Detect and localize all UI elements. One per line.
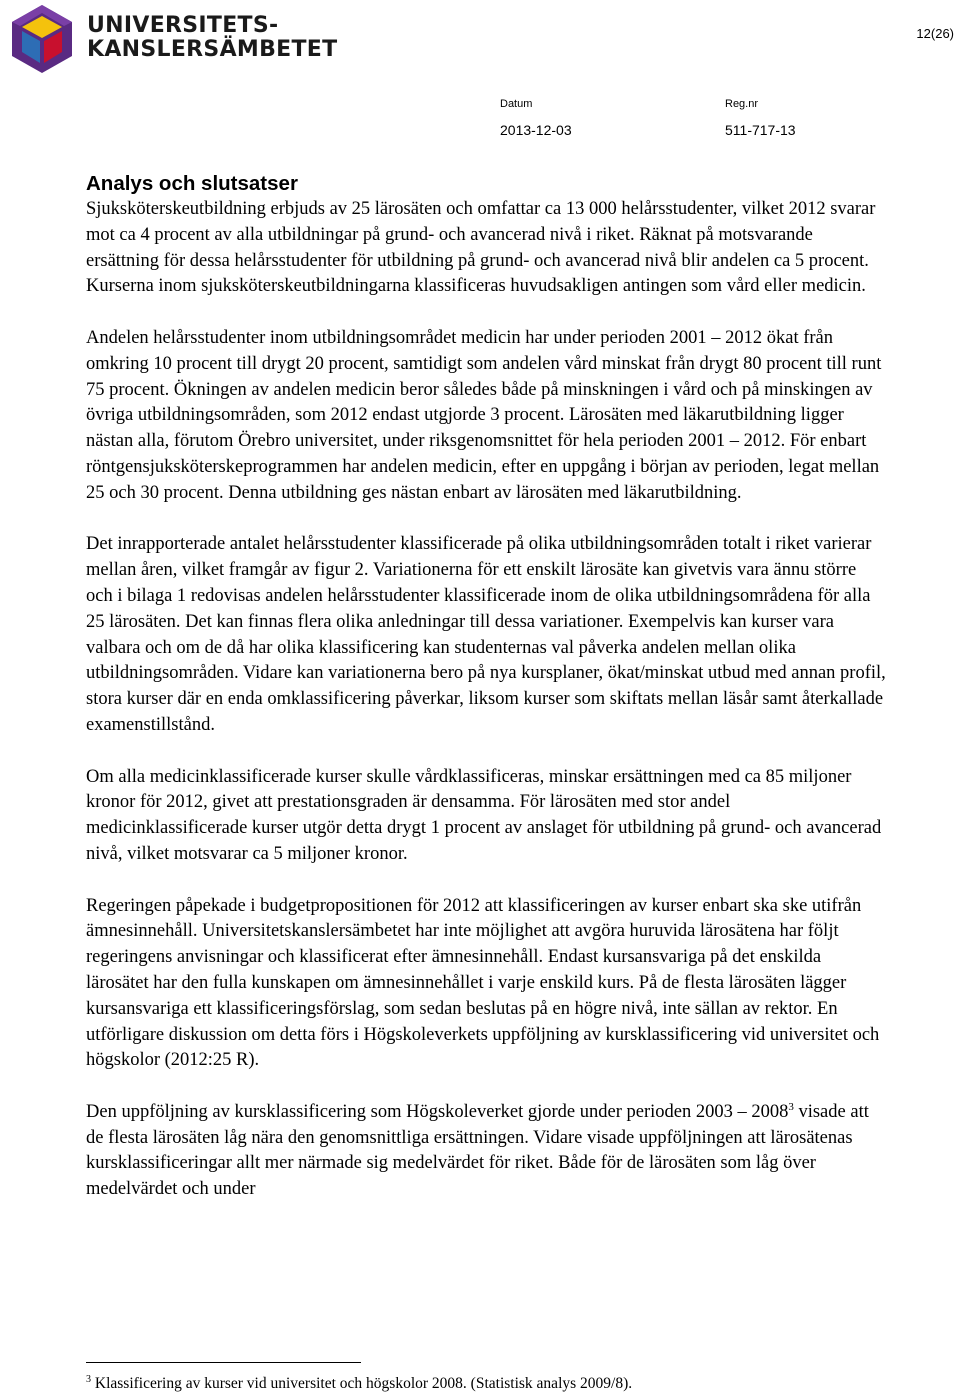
regnr-block	[725, 97, 796, 139]
footnote-divider	[86, 1362, 361, 1363]
logo-cube-icon	[8, 2, 76, 76]
footnote-ref: 3	[788, 1100, 794, 1113]
logo-wordmark	[87, 14, 337, 62]
date-value: 2013-12-03	[500, 122, 572, 138]
paragraph-4: Om alla medicinklassificerade kurser skulle vårdklassificeras, minskar ersättningen med ca 85 miljoner kronor för 2012, givet att prestationsgraden är densamma. För lärosäten med stor andel medicinklassificerade kurser utgör detta drygt 1 procent av anslaget för utbildning på grund- och avancerad nivå, vilket motsvarar ca 5 miljoner kronor.	[86, 766, 882, 864]
logo-line-2: KANSLERSÄMBETET	[87, 37, 338, 62]
footnote	[86, 1374, 632, 1394]
date-block	[500, 97, 572, 139]
regnr-label: Reg.nr	[725, 98, 759, 110]
page-number: 12(26)	[916, 26, 954, 41]
logo-line-1: UNIVERSITETS-	[87, 13, 279, 38]
paragraph-2: Andelen helårsstudenter inom utbildningsområdet medicin har under perioden 2001 – 2012 ökat från omkring 10 procent till drygt 20 procent, samtidigt som andelen vård minskat från drygt 80 procent till runt 75 procent. Ökningen av andelen medicin beror således både på minskningen i vård och på minskingen av övriga utbildningsområden, som 2012 endast utgjorde 3 procent. Lärosäten med läkarutbildning ligger nästan alla, förutom Örebro universitet, under riksgenomsnittet för hela perioden 2001 – 2012. För enbart röntgensjuksköterskeprogrammen har andelen medicin, efter en uppgång i början av perioden, legat mellan 25 och 30 procent. Denna utbildning ges nästan enbart av lärosäten med läkarutbildning.	[86, 327, 882, 503]
document-body	[86, 171, 886, 1229]
paragraph-6	[86, 1100, 886, 1203]
regnr-value: 511-717-13	[725, 122, 796, 138]
paragraph-1: Sjuksköterskeutbildning erbjuds av 25 lärosäten och omfattar ca 13 000 helårsstudenter, vilket 2012 svarar mot ca 4 procent av alla utbildningar på grund- och avancerad nivå i riket. Räknat på motsvarande ersättning för dessa helårsstudenter för utbildning på grund- och avancerad nivå blir andelen ca 5 procent. Kurserna inom sjuksköterskeutbildningarna klassificeras huvudsakligen antingen som vård eller medicin.	[86, 199, 876, 297]
paragraph-5: Regeringen påpekade i budgetpropositionen för 2012 att klassificeringen av kurser enbart ska ske utifrån ämnesinnehåll. Universitetskanslersämbetet har inte möjlighet att avgöra huruvida lärosätena har följt regeringens anvisningar och klassificerat efter ämnesinnehåll. Endast kursansvariga på det enskilda lärosätet har den fulla kunskapen om ämnesinnehållet i varje enskild kurs. På de flesta lärosäten lägger kursansvariga ett klassificeringsförslag, som sedan beslutas på en högre nivå, inte sällan av rektor. En utförligare diskussion om detta förs i Högskoleverkets uppföljning av kursklassificering vid universitet och högskolor (2012:25 R).	[86, 895, 880, 1071]
date-label: Datum	[500, 98, 533, 110]
paragraph-6-rest: visade att de flesta lärosäten låg nära den genomsnittliga ersättningen. Vidare visade uppföljningen att lärosätenas kursklassificeringar allt mer närmade sig medelvärdet för riket. Både för de lärosäten som låg över medelvärdet och under	[86, 1101, 869, 1200]
paragraph-3: Det inrapporterade antalet helårsstudenter klassificerade på olika utbildningsområden totalt i riket varierar mellan åren, vilket framgår av figur 2. Variationerna för ett enskilt lärosäte kan givetvis vara ännu större och i bilaga 1 redovisas andelen helårsstudenter klassificerade inom de olika utbildningsområdena för alla 25 lärosäten. Det kan finnas flera olika anledningar till dessa variationer. Exempelvis kan kurser vara valbara och om de då har olika klassificering kan studenternas val påverka andelen mellan olika utbildningsområden. Vidare kan variationerna bero på nya kursplaner, ökat/minskat utbud med annan profil, stora kurser där en enda omklassificering påverkar, liksom kurser som skiftats mellan läsår samt återkallade examenstillstånd.	[86, 534, 886, 735]
footnote-text: Klassificering av kurser vid universitet och högskolor 2008. (Statistisk analys 2009/8).	[91, 1375, 633, 1392]
logo	[8, 2, 338, 78]
paragraph-6-start: Den uppföljning av kursklassificering som Högskoleverket gjorde under perioden 2003 – 2008	[86, 1101, 789, 1122]
section-heading: Analys och slutsatser	[86, 172, 298, 195]
footnote-number: 3	[86, 1373, 91, 1385]
